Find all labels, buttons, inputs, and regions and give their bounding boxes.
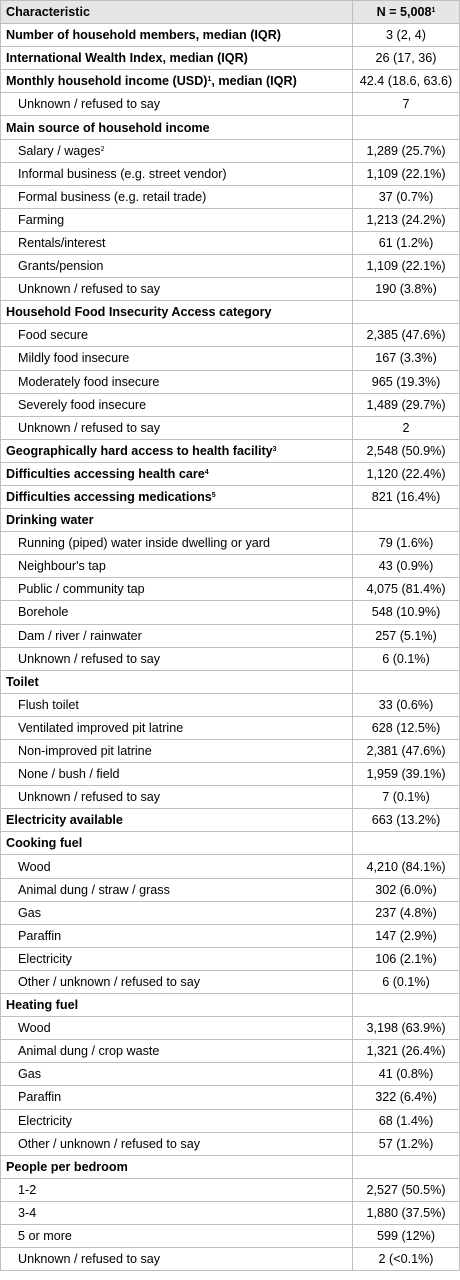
table-row [1, 439, 460, 462]
n-header [353, 1, 460, 24]
table-row [1, 1132, 460, 1155]
row-label-text: Ventilated improved pit latrine [18, 720, 184, 735]
row-label [1, 1178, 353, 1201]
row-label-text: International Wealth Index, median (IQR) [6, 51, 248, 66]
table-row [1, 1155, 460, 1178]
table-row [1, 578, 460, 601]
row-label-text: Severely food insecure [18, 397, 147, 412]
row-label [1, 139, 353, 162]
row-label-text: Moderately food insecure [18, 374, 160, 389]
row-label [1, 509, 353, 532]
table-row [1, 1063, 460, 1086]
table-row [1, 324, 460, 347]
row-value: 37 (0.7%) [353, 185, 460, 208]
row-label-text: Unknown / refused to say [18, 282, 161, 297]
row-value: 257 (5.1%) [353, 624, 460, 647]
row-label-text: Geographically hard access to health facility [6, 443, 273, 458]
row-label-text: Unknown / refused to say [18, 420, 161, 435]
row-value: 42.4 (18.6, 63.6) [353, 70, 460, 93]
table-row [1, 301, 460, 324]
row-label [1, 1201, 353, 1224]
row-value: 7 [353, 93, 460, 116]
row-value [353, 670, 460, 693]
table-row [1, 555, 460, 578]
row-label-text: Borehole [18, 605, 69, 620]
row-value: 2,548 (50.9%) [353, 439, 460, 462]
table-row [1, 485, 460, 508]
row-label [1, 878, 353, 901]
row-value [353, 116, 460, 139]
row-label-text: Rentals/interest [18, 235, 106, 250]
row-value: 4,210 (84.1%) [353, 855, 460, 878]
row-label [1, 24, 353, 47]
row-label [1, 740, 353, 763]
row-value [353, 1155, 460, 1178]
row-label-text: Informal business (e.g. street vendor) [18, 166, 227, 181]
row-label-text: Paraffin [18, 928, 62, 943]
row-label [1, 1155, 353, 1178]
table-row [1, 416, 460, 439]
table-row [1, 185, 460, 208]
row-value: 190 (3.8%) [353, 278, 460, 301]
row-value: 302 (6.0%) [353, 878, 460, 901]
row-value: 548 (10.9%) [353, 601, 460, 624]
row-label [1, 93, 353, 116]
table-row [1, 462, 460, 485]
table-row [1, 1017, 460, 1040]
row-label-text: Public / community tap [18, 582, 145, 597]
row-value [353, 832, 460, 855]
row-label-text: Grants/pension [18, 259, 104, 274]
row-label [1, 1248, 353, 1271]
table-row [1, 647, 460, 670]
row-value: 1,489 (29.7%) [353, 393, 460, 416]
row-value: 1,959 (39.1%) [353, 763, 460, 786]
row-label-text: Electricity [18, 951, 72, 966]
row-label [1, 1017, 353, 1040]
row-label-text: Unknown / refused to say [18, 651, 161, 666]
row-value: 79 (1.6%) [353, 532, 460, 555]
row-label-text: Drinking water [6, 513, 94, 528]
table-row [1, 670, 460, 693]
table-row [1, 24, 460, 47]
row-label [1, 324, 353, 347]
row-label [1, 255, 353, 278]
table-row [1, 1178, 460, 1201]
table-row [1, 1248, 460, 1271]
row-label [1, 278, 353, 301]
row-label-text: Flush toilet [18, 697, 79, 712]
footnote-marker: 5 [211, 492, 216, 500]
table-row [1, 763, 460, 786]
row-label [1, 601, 353, 624]
table-row [1, 740, 460, 763]
table-row [1, 370, 460, 393]
row-label-text: Wood [18, 859, 51, 874]
table-row [1, 231, 460, 254]
footnote-marker: 2 [100, 145, 105, 153]
row-value: 2,381 (47.6%) [353, 740, 460, 763]
row-value: 43 (0.9%) [353, 555, 460, 578]
row-label [1, 162, 353, 185]
row-label [1, 47, 353, 70]
row-label [1, 693, 353, 716]
row-label-suffix: , median (IQR) [211, 74, 297, 89]
row-label-text: None / bush / field [18, 767, 120, 782]
row-label [1, 185, 353, 208]
row-value: 1,880 (37.5%) [353, 1201, 460, 1224]
row-label-text: Animal dung / straw / grass [18, 882, 170, 897]
table-row [1, 878, 460, 901]
table-row [1, 162, 460, 185]
table-row [1, 532, 460, 555]
row-value: 6 (0.1%) [353, 647, 460, 670]
footnote-marker: 4 [204, 468, 209, 476]
row-label-text: 3-4 [18, 1205, 37, 1220]
row-label-text: Other / unknown / refused to say [18, 974, 201, 989]
row-label [1, 1040, 353, 1063]
row-value: 4,075 (81.4%) [353, 578, 460, 601]
row-value: 965 (19.3%) [353, 370, 460, 393]
row-label-text: Other / unknown / refused to say [18, 1136, 201, 1151]
table-row [1, 624, 460, 647]
row-label-text: Toilet [6, 674, 39, 689]
row-label [1, 809, 353, 832]
row-label [1, 416, 353, 439]
row-label [1, 532, 353, 555]
row-value: 1,213 (24.2%) [353, 208, 460, 231]
row-value: 26 (17, 36) [353, 47, 460, 70]
row-value: 41 (0.8%) [353, 1063, 460, 1086]
row-label-text: Formal business (e.g. retail trade) [18, 189, 207, 204]
table-row [1, 255, 460, 278]
row-label [1, 439, 353, 462]
characteristic-header: Characteristic [1, 1, 353, 24]
row-value: 61 (1.2%) [353, 231, 460, 254]
table-row [1, 47, 460, 70]
row-label [1, 1224, 353, 1247]
row-label-text: Gas [18, 1067, 42, 1082]
table-row [1, 509, 460, 532]
footnote-marker: 1 [207, 76, 212, 84]
table-row [1, 1201, 460, 1224]
row-value: 3 (2, 4) [353, 24, 460, 47]
row-label [1, 901, 353, 924]
table-row [1, 601, 460, 624]
row-value [353, 994, 460, 1017]
row-label-text: 5 or more [18, 1229, 72, 1244]
table-row [1, 947, 460, 970]
row-value: 106 (2.1%) [353, 947, 460, 970]
row-value: 57 (1.2%) [353, 1132, 460, 1155]
footnote-marker: 3 [272, 445, 277, 453]
table-row [1, 1040, 460, 1063]
row-label [1, 647, 353, 670]
row-label-text: Paraffin [18, 1090, 62, 1105]
table-row [1, 693, 460, 716]
row-label [1, 716, 353, 739]
table-row [1, 1109, 460, 1132]
row-label [1, 347, 353, 370]
row-label-text: Difficulties accessing health care [6, 466, 205, 481]
row-label-text: Electricity [18, 1113, 72, 1128]
row-value: 33 (0.6%) [353, 693, 460, 716]
table-body [1, 24, 460, 1271]
row-value: 628 (12.5%) [353, 716, 460, 739]
row-label [1, 485, 353, 508]
row-label [1, 116, 353, 139]
table-row [1, 832, 460, 855]
row-value: 599 (12%) [353, 1224, 460, 1247]
row-label-text: Neighbour's tap [18, 559, 106, 574]
row-label [1, 970, 353, 993]
row-value [353, 301, 460, 324]
row-label-text: Unknown / refused to say [18, 1252, 161, 1267]
row-label [1, 555, 353, 578]
row-label-text: Farming [18, 212, 65, 227]
table-row [1, 278, 460, 301]
row-label [1, 670, 353, 693]
row-value [353, 509, 460, 532]
row-value: 237 (4.8%) [353, 901, 460, 924]
table-row [1, 70, 460, 93]
row-label [1, 1086, 353, 1109]
table-row [1, 393, 460, 416]
row-value: 147 (2.9%) [353, 924, 460, 947]
row-value: 68 (1.4%) [353, 1109, 460, 1132]
row-label-text: Running (piped) water inside dwelling or yard [18, 536, 271, 551]
row-value: 821 (16.4%) [353, 485, 460, 508]
row-label-text: Difficulties accessing medications [6, 490, 212, 505]
row-label-text: Household Food Insecurity Access category [6, 305, 272, 320]
table-row [1, 93, 460, 116]
row-label-text: Electricity available [6, 813, 123, 828]
table-row [1, 116, 460, 139]
table-row [1, 809, 460, 832]
row-label [1, 1063, 353, 1086]
n-header-text: N = 5,008 [376, 5, 432, 20]
row-label [1, 1132, 353, 1155]
row-value: 1,120 (22.4%) [353, 462, 460, 485]
table-row [1, 970, 460, 993]
row-label [1, 763, 353, 786]
row-value: 1,109 (22.1%) [353, 255, 460, 278]
row-label [1, 786, 353, 809]
row-label [1, 301, 353, 324]
row-value: 6 (0.1%) [353, 970, 460, 993]
row-label-text: Monthly household income (USD) [6, 74, 208, 89]
row-label [1, 832, 353, 855]
table-row [1, 208, 460, 231]
row-label [1, 855, 353, 878]
row-label [1, 624, 353, 647]
row-label [1, 924, 353, 947]
header-row [1, 1, 460, 24]
row-label-text: Dam / river / rainwater [18, 628, 142, 643]
table-row [1, 994, 460, 1017]
row-value: 2 [353, 416, 460, 439]
row-label-text: Number of household members, median (IQR) [6, 28, 281, 43]
table-row [1, 1086, 460, 1109]
row-label-text: Gas [18, 905, 42, 920]
table-row [1, 716, 460, 739]
table-row [1, 1224, 460, 1247]
row-label-text: Wood [18, 1021, 51, 1036]
row-label-text: Unknown / refused to say [18, 790, 161, 805]
row-value: 322 (6.4%) [353, 1086, 460, 1109]
row-value: 2 (<0.1%) [353, 1248, 460, 1271]
row-label [1, 370, 353, 393]
row-label-text: Mildly food insecure [18, 351, 130, 366]
row-label-text: 1-2 [18, 1182, 37, 1197]
row-label-text: Main source of household income [6, 120, 210, 135]
row-label-text: Non-improved pit latrine [18, 744, 152, 759]
table-row [1, 347, 460, 370]
table-row [1, 924, 460, 947]
row-label-text: Cooking fuel [6, 836, 83, 851]
row-label [1, 578, 353, 601]
row-label [1, 208, 353, 231]
row-label [1, 947, 353, 970]
n-header-footnote: 1 [431, 7, 436, 15]
row-value: 1,321 (26.4%) [353, 1040, 460, 1063]
table-row [1, 786, 460, 809]
row-label [1, 994, 353, 1017]
table-row [1, 901, 460, 924]
row-value: 2,385 (47.6%) [353, 324, 460, 347]
row-label-text: Unknown / refused to say [18, 97, 161, 112]
row-value: 1,289 (25.7%) [353, 139, 460, 162]
row-label-text: People per bedroom [6, 1159, 128, 1174]
row-label [1, 70, 353, 93]
row-value: 2,527 (50.5%) [353, 1178, 460, 1201]
row-value: 3,198 (63.9%) [353, 1017, 460, 1040]
row-value: 167 (3.3%) [353, 347, 460, 370]
row-label-text: Heating fuel [6, 998, 79, 1013]
row-label [1, 1109, 353, 1132]
row-label-text: Animal dung / crop waste [18, 1044, 160, 1059]
table-row [1, 139, 460, 162]
row-label-text: Salary / wages [18, 143, 101, 158]
row-value: 7 (0.1%) [353, 786, 460, 809]
row-label [1, 231, 353, 254]
table-row [1, 855, 460, 878]
row-label [1, 462, 353, 485]
row-label-text: Food secure [18, 328, 89, 343]
table-header [1, 1, 460, 24]
row-value: 663 (13.2%) [353, 809, 460, 832]
row-label [1, 393, 353, 416]
row-value: 1,109 (22.1%) [353, 162, 460, 185]
